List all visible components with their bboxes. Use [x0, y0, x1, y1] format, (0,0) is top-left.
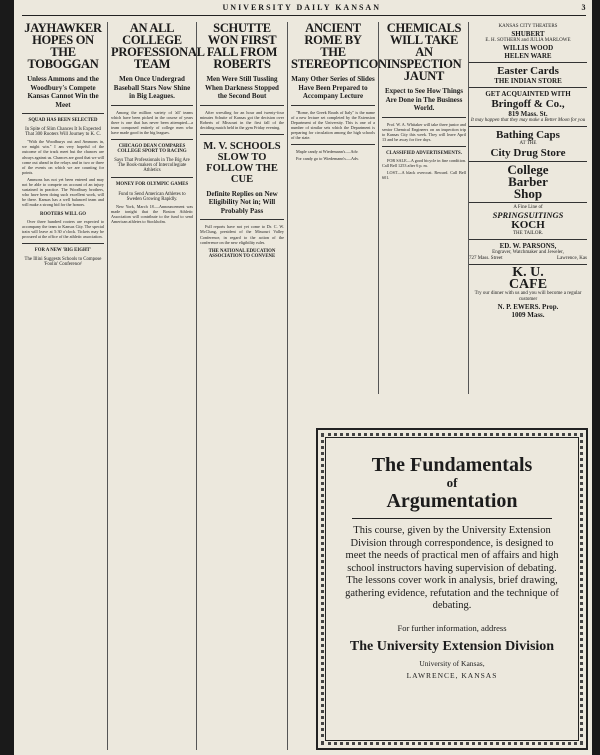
subhead-fund: Fund to Send American Athletes to Sweden Growing Rapidly.	[118, 191, 186, 202]
ad-sothern: E. H. SOTHERN and JULIA MARLOWE	[485, 38, 571, 43]
column-4	[291, 21, 387, 422]
article-paragraph: Over three hundred rooters are expected to accompany the team to Kansas City. The special train will leave at 5:30 o'clock. Tickets may be procured at the office of the athletic association.	[22, 218, 104, 239]
ad-get-acquainted: GET ACQUAINTED WITH	[485, 90, 571, 98]
article-paragraph: Prof. W. A. Whitaker will take three junior and senior Chemical Engineers on an inspection trip to Kansas City this week. They will leave April 13 and be away for five days.	[382, 121, 466, 142]
ad-parsons-street: 727 Mass. Street	[469, 256, 503, 261]
ad-bringoff: Bringoff & Co.,	[491, 98, 565, 110]
subhead-classified: CLASSIFIED ADVERTISEMENTS.	[386, 150, 462, 156]
ad-tailor: THE TAILOR.	[512, 231, 544, 236]
classified-ad: LOST—A black overcoat. Reward. Call Bell 601.	[382, 170, 466, 181]
adv-maple-candy: Maple candy at Wiedemann's.—Adv.	[296, 149, 359, 155]
ad-easter-cards: Easter Cards	[497, 65, 559, 77]
subhead-big-eight: FOR A NEW 'BIG EIGHT'	[34, 247, 92, 253]
ad-shop: Shop	[513, 186, 543, 201]
column-3	[200, 22, 284, 752]
deck-chemicals: Expect to See How Things Are Done in The Business World.	[384, 87, 464, 112]
ad-fine-line: A Fine Line of	[513, 205, 543, 210]
banner-info: For further information, address	[397, 622, 507, 633]
ad-barber: Barber	[508, 174, 548, 189]
article-paragraph: Ammons has not yet been entered and may not be able to compete on account of an injury sustained in practice. The Woodbury brothers, who have been doing such excellent work, will be there. Kansas has a well balanced team and will make a strong bid for the honors.	[22, 176, 104, 208]
ad-city-drug-store: City Drug Store	[490, 147, 566, 159]
ad-theaters-label: KANSAS CITY THEATERS	[498, 24, 558, 29]
article-paragraph: Among the million variety of 'all' teams which have been picked in the course of years there is one that has never been attempted—a team composed entirely of college men who have made good in the big leagues.	[111, 109, 193, 135]
deck-schutte: Men Were Still Tussling When Darkness Stopped the Second Bout	[205, 75, 279, 100]
column-5	[382, 22, 466, 422]
banner-title-2: of	[446, 475, 458, 490]
deck-ancient-rome: Many Other Series of Slides Have Been Prepared to Accompany Lecture	[291, 75, 375, 100]
column-1	[22, 22, 104, 752]
headline-all-college: AN ALL COLLEGE PROFESSIONAL TEAM	[111, 21, 205, 71]
banner-body: This course, given by the University Extension Division through correspondence, is designed to meet the needs of practical men of affairs and high school instructors having supervision of debating. The lessons cover work in analysis, brief drawing, gathering evidence, refutation and the technique of debating.	[345, 525, 559, 611]
ad-parsons: ED. W. PARSONS,	[499, 242, 557, 250]
ad-indian-store: THE INDIAN STORE	[494, 77, 562, 85]
masthead-title: UNIVERSITY DAILY KANSAN	[222, 3, 381, 12]
banner-city: LAWRENCE, KANSAS	[406, 670, 498, 680]
banner-title-3: Argumentation	[386, 490, 518, 512]
headline-ancient-rome: ANCIENT ROME BY THE STEREOPTICON	[291, 21, 387, 71]
ad-bringoff-tagline: It may happen that they may make a Better Moon for you	[470, 118, 586, 123]
subhead-nea: THE NATIONAL EDUCATION ASSOCIATION TO CONVENE	[208, 248, 276, 259]
banner-org: The University Extension Division	[349, 638, 555, 654]
ad-ku: K. U.	[512, 265, 544, 280]
subhead-rooters-will-go: ROOTERS WILL GO	[39, 211, 87, 217]
banner-university: University of Kansas,	[419, 658, 485, 668]
page-number: 3	[581, 3, 586, 12]
column-2	[111, 21, 205, 752]
headline-mv-schools: M. V. SCHOOLS SLOW TO FOLLOW THE CUE	[203, 140, 281, 185]
ad-cafe-tagline: Try our dinner with us and you will become a regular customer	[474, 291, 582, 302]
banner-title-1: The Fundamentals	[371, 454, 533, 476]
adv-candy: For candy go to Wiedemann's.—Adv.	[296, 156, 360, 162]
deck-all-college: Men Once Undergrad Baseball Stars Now Shine in Big Leagues.	[113, 75, 191, 100]
masthead	[22, 3, 586, 16]
ad-koch: KOCH	[511, 219, 545, 231]
ad-ewers-address: 1009 Mass.	[511, 311, 545, 319]
ad-cafe: CAFE	[508, 277, 548, 292]
ad-engraver: Engraver, Watchmaker and Jeweler,	[492, 250, 564, 255]
subhead-olympic: MONEY FOR OLYMPIC GAMES	[115, 182, 189, 188]
ad-helen-ware: HELEN WARE	[504, 52, 552, 60]
ad-willis-wood: WILLIS WOOD	[502, 44, 554, 52]
ad-bathing-caps: Bathing Caps	[496, 129, 560, 141]
subhead-chicago-dean: CHICAGO DEAN COMPARES COLLEGE SPORT TO RACING	[117, 143, 187, 155]
ads-column	[469, 22, 587, 392]
headline-schutte: SCHUTTE WON FIRST FALL FROM ROBERTS	[206, 21, 278, 71]
deck-jayhawker: Unless Ammons and the Woodbury's Compete Kansas Cannot Win the Meet	[27, 75, 99, 109]
ad-shubert: SHUBERT	[511, 30, 545, 38]
article-paragraph: "Rome, the Greek Roads of Italy" is the name of a new lecture set completed by the Extension Department of the University. This is one of a number of similar sets which the Department is preparing for circulation among the high schools of the state.	[291, 109, 375, 140]
subhead-rooters-expected: In Spite of Slim Chances It Is Expected That 300 Rooters Will Journey to K. C.	[25, 127, 101, 138]
ad-at-the: AT THE	[519, 141, 537, 146]
article-paragraph: Full reports have not yet come to Dr. C. W. McClung, president of the Missouri Valley Conference, in regard to the action of the conference on the new eligibility rules.	[200, 224, 284, 245]
newspaper-page	[14, 0, 592, 755]
argumentation-ad	[316, 428, 588, 750]
ad-college: College	[507, 162, 549, 177]
ad-parsons-city: Lawrence, Kas	[557, 256, 587, 261]
article-paragraph: "With the Woodburys out and Ammons in, we might win." I am very hopeful of the outcome of the track meet but the chances are always against us. Chances are good that we will come out ahead in the relays and in two or three of the events on which we are counting for points.	[22, 139, 104, 175]
subhead-squad: SQUAD HAS BEEN SELECTED	[28, 118, 98, 123]
ad-spring-suitings: SPRINGSUITINGS	[492, 210, 564, 220]
ad-ewers: N. P. EWERS. Prop.	[497, 303, 559, 311]
ad-bringoff-address: 819 Mass. St.	[508, 110, 548, 118]
deck-mv-schools: Definite Replies on New Eligibility Not in; Will Probably Pass	[206, 189, 278, 215]
article-paragraph: New York, March 18.—Announcement was made tonight that the Boston Athletic Association will contribute to the fund to send American athletes to Stockholm.	[111, 203, 193, 224]
classified-ad: FOR SALE—A good bicycle in fine condition. Call Bell 1253 after 6 p. m.	[382, 157, 466, 169]
headline-chemicals: CHEMICALS WILL TAKE AN INSPECTION JAUNT	[386, 21, 462, 83]
article-paragraph: After wrestling for an hour and twenty-four minutes Schutte of Kansas got the decision over Roberts of Missouri in the first fall of the deciding match held in the gym Friday evening.	[200, 109, 284, 130]
subhead-professionals: Says That Professionals in The Big Are The Book-makers of Intercollegiate Athletics	[114, 158, 190, 174]
subhead-illini: The Illini Suggests Schools to Compose 'Foolin' Conference'	[24, 257, 102, 268]
headline-jayhawker: JAYHAWKER HOPES ON THE TOBOGGAN	[24, 21, 102, 71]
